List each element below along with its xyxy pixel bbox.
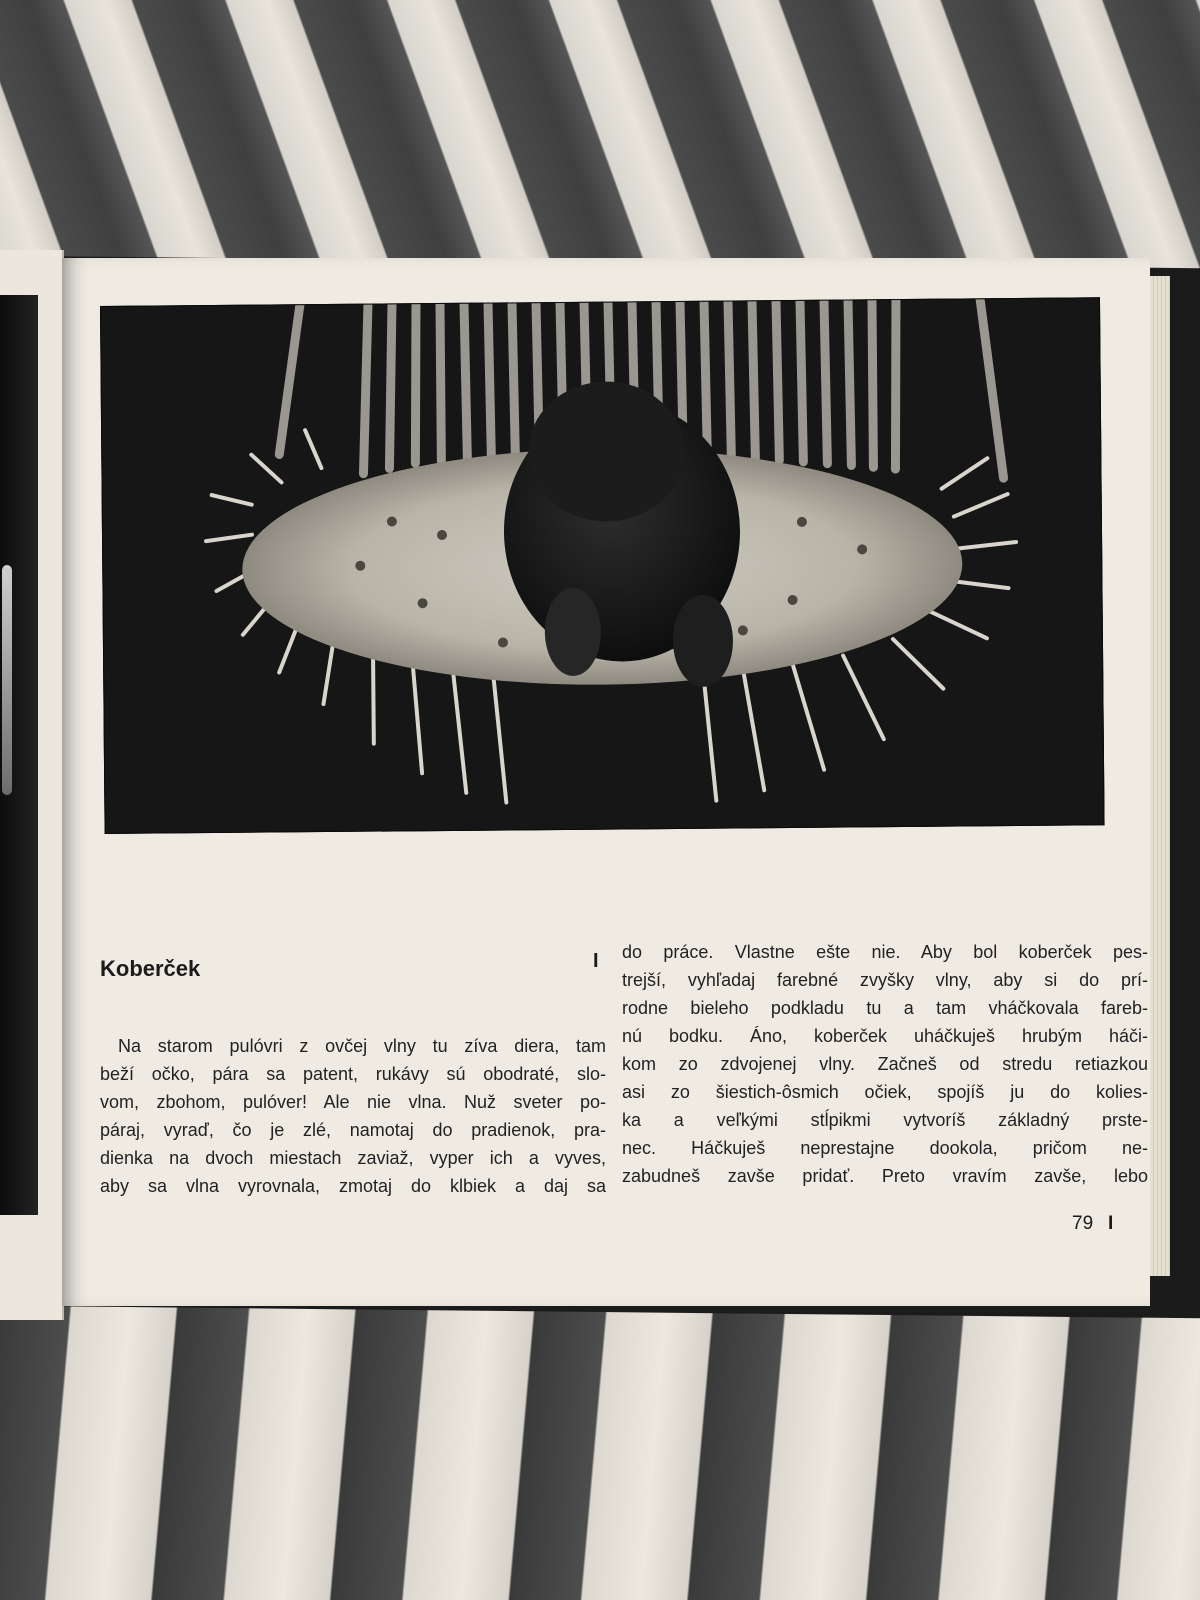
- text-line: kom zo zdvojenej vlny. Začneš od stredu retiazkou: [622, 1054, 1148, 1074]
- text-column-left: [100, 1032, 606, 1200]
- dog-head: [528, 381, 685, 522]
- article-title: Koberček: [100, 956, 201, 981]
- text-line: Na starom pulóvri z ovčej vlny tu zíva diera, tam: [118, 1036, 606, 1056]
- left-page-edge: [0, 250, 64, 1320]
- text-line: trejší, vyhľadaj farebné zvyšky vlny, aby si do prí-: [622, 970, 1148, 990]
- left-page-photo: [0, 295, 38, 1215]
- text-line: zabudneš zavše pridať. Preto vravím zavše, lebo: [622, 1166, 1148, 1186]
- text-line: dienka na dvoch miestach zaviaž, vyper ich a vyves,: [100, 1148, 606, 1168]
- text-line: rodne bieleho podkladu tu a tam vháčkovala fareb-: [622, 998, 1148, 1018]
- page-marker: I: [1108, 1213, 1114, 1234]
- carpet-bottom: [0, 1300, 1200, 1600]
- page-number: 79: [1072, 1213, 1094, 1234]
- text-line: páraj, vyraď, čo je zlé, namotaj do pradienok, pra-: [100, 1120, 606, 1140]
- text-line: nú bodku. Áno, koberček uháčkuješ hrubým háči-: [622, 1026, 1148, 1046]
- text-line: asi zo šiestich-ôsmich očiek, spojíš ju do kolies-: [622, 1082, 1148, 1102]
- text-line: aby sa vlna vyrovnala, zmotaj do klbiek a daj sa: [100, 1176, 606, 1196]
- text-line: do práce. Vlastne ešte nie. Aby bol koberček pes-: [622, 942, 1148, 962]
- text-line: beží očko, pára sa patent, rukávy sú obodraté, slo-: [100, 1064, 606, 1084]
- column-marker: I: [593, 950, 599, 972]
- text-line: vom, zbohom, pulóver! Ale nie vlna. Nuž sveter po-: [100, 1092, 606, 1112]
- photo-dog-on-rug: [100, 297, 1105, 834]
- text-line: nec. Háčkuješ neprestajne dookola, pričom ne-: [622, 1138, 1148, 1158]
- photo-illustration: [100, 297, 1105, 834]
- book-page: [62, 258, 1150, 1306]
- text-line: ka a veľkými stĺpikmi vytvoríš základný prste-: [622, 1110, 1148, 1130]
- text-column-right: [622, 938, 1148, 1190]
